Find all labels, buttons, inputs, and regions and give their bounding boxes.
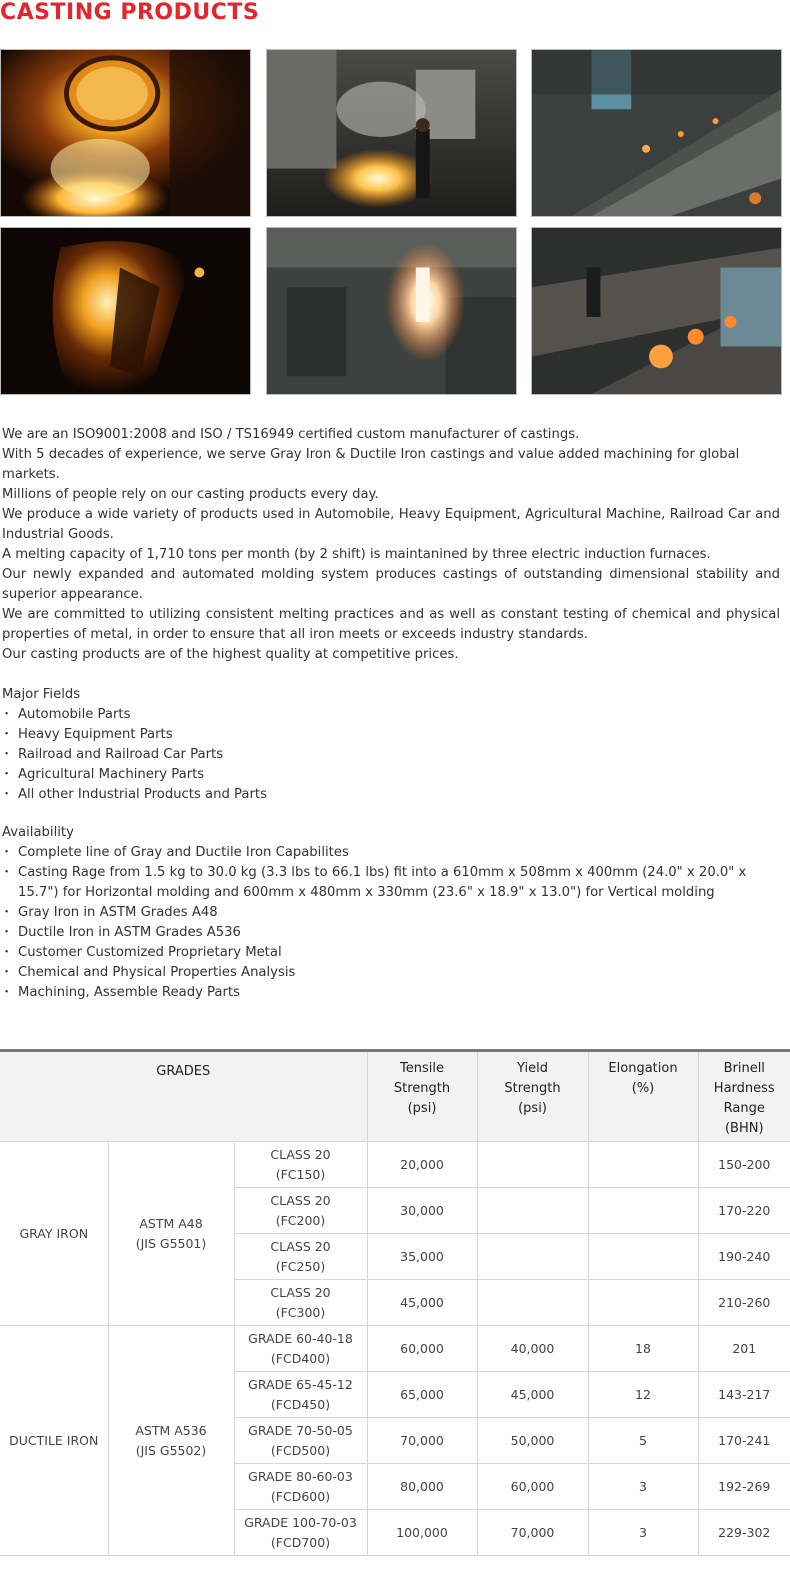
major-field-item: ・ Railroad and Railroad Car Parts [2, 745, 780, 765]
description-paragraph: A melting capacity of 1,710 tons per month (by 2 shift) is maintanined by three electric induction furnaces. [2, 547, 711, 562]
elongation-cell: 5 [588, 1418, 698, 1464]
table-row [0, 1326, 790, 1372]
description-paragraph: We produce a wide variety of products used in Automobile, Heavy Equipment, Agricultural Machine, Railroad Car and Industrial Goods. [2, 507, 780, 542]
major-field-item: ・ All other Industrial Products and Parts [2, 785, 780, 805]
availability-item: ・ Casting Rage from 1.5 kg to 30.0 kg (3.3 lbs to 66.1 lbs) fit into a 610mm x 508mm x 400mm (24.0" x 20.0" x 15.7") for Horizontal molding and 600mm x 480mm x 330mm (23.6" x 18.9" x 13.0") for Vertical molding [2, 863, 780, 903]
brinell-cell: 150-200 [698, 1142, 790, 1188]
grade-cell: GRADE 60-40-18 (FCD400) [234, 1326, 367, 1372]
availability-item: ・ Chemical and Physical Properties Analysis [2, 963, 780, 983]
elongation-cell: 12 [588, 1372, 698, 1418]
grade-cell: GRADE 65-45-12 (FCD450) [234, 1372, 367, 1418]
foundry-pouring-photo [266, 49, 517, 217]
brinell-cell: 170-241 [698, 1418, 790, 1464]
table-row [0, 1142, 790, 1188]
ladle-pour-photo [0, 227, 251, 395]
yield-cell: 50,000 [477, 1418, 588, 1464]
major-fields-heading: Major Fields [2, 687, 81, 702]
yield-cell [477, 1234, 588, 1280]
intro-line: Millions of people rely on our casting products every day. [2, 487, 379, 502]
page-title: CASTING PRODUCTS [0, 0, 260, 25]
major-field-item: ・ Agricultural Machinery Parts [2, 765, 780, 785]
grade-cell: CLASS 20 (FC200) [234, 1188, 367, 1234]
material-cell: DUCTILE IRON [0, 1326, 108, 1556]
standard-cell: ASTM A536 (JIS G5502) [108, 1326, 234, 1556]
intro-text [2, 425, 780, 505]
grade-cell: CLASS 20 (FC150) [234, 1142, 367, 1188]
yield-cell [477, 1280, 588, 1326]
tensile-cell: 20,000 [367, 1142, 477, 1188]
tensile-cell: 80,000 [367, 1464, 477, 1510]
brinell-cell: 229-302 [698, 1510, 790, 1556]
tensile-cell: 70,000 [367, 1418, 477, 1464]
yield-header: Yield Strength (psi) [477, 1051, 588, 1142]
elongation-cell: 3 [588, 1464, 698, 1510]
availability-item: ・ Customer Customized Proprietary Metal [2, 943, 780, 963]
elongation-cell [588, 1280, 698, 1326]
brinell-cell: 192-269 [698, 1464, 790, 1510]
furnace-worker-photo [266, 227, 517, 395]
elongation-cell [588, 1234, 698, 1280]
tensile-cell: 60,000 [367, 1326, 477, 1372]
tensile-cell: 100,000 [367, 1510, 477, 1556]
molding-line-photo [531, 49, 782, 217]
photo-gallery [0, 49, 790, 399]
description-text [2, 505, 780, 665]
tensile-header: Tensile Strength (psi) [367, 1051, 477, 1142]
yield-cell: 70,000 [477, 1510, 588, 1556]
major-fields-section [2, 685, 780, 805]
major-field-item: ・ Automobile Parts [2, 705, 780, 725]
description-paragraph: Our casting products are of the highest quality at competitive prices. [2, 647, 459, 662]
yield-cell [477, 1142, 588, 1188]
elongation-cell: 3 [588, 1510, 698, 1556]
brinell-cell: 143-217 [698, 1372, 790, 1418]
standard-cell: ASTM A48 (JIS G5501) [108, 1142, 234, 1326]
brinell-cell: 170-220 [698, 1188, 790, 1234]
availability-heading: Availability [2, 825, 74, 840]
foundry-furnace-photo [0, 49, 251, 217]
tensile-cell: 65,000 [367, 1372, 477, 1418]
tensile-cell: 35,000 [367, 1234, 477, 1280]
availability-item: ・ Gray Iron in ASTM Grades A48 [2, 903, 780, 923]
grade-cell: GRADE 80-60-03 (FCD600) [234, 1464, 367, 1510]
material-cell: GRAY IRON [0, 1142, 108, 1326]
grades-header: GRADES [0, 1051, 367, 1142]
brinell-cell: 210-260 [698, 1280, 790, 1326]
grade-cell: CLASS 20 (FC250) [234, 1234, 367, 1280]
elongation-header: Elongation (%) [588, 1051, 698, 1142]
intro-line: We are an ISO9001:2008 and ISO / TS16949 certified custom manufacturer of castings. [2, 427, 580, 442]
elongation-cell [588, 1142, 698, 1188]
availability-item: ・ Machining, Assemble Ready Parts [2, 983, 780, 1003]
grade-cell: GRADE 100-70-03 (FCD700) [234, 1510, 367, 1556]
brinell-header: Brinell Hardness Range (BHN) [698, 1051, 790, 1142]
major-field-item: ・ Heavy Equipment Parts [2, 725, 780, 745]
table-header-row [0, 1051, 790, 1142]
elongation-cell [588, 1188, 698, 1234]
brinell-cell: 190-240 [698, 1234, 790, 1280]
yield-cell: 60,000 [477, 1464, 588, 1510]
description-paragraph: We are committed to utilizing consistent melting practices and as well as constant testing of chemical and physical properties of metal, in order to ensure that all iron meets or exceeds industry standards. [2, 607, 780, 642]
grades-table [0, 1049, 790, 1556]
mold-conveyor-photo [531, 227, 782, 395]
yield-cell: 45,000 [477, 1372, 588, 1418]
description-paragraph: Our newly expanded and automated molding system produces castings of outstanding dimensional stability and superior appearance. [2, 567, 780, 602]
availability-section [2, 823, 780, 1003]
availability-item: ・ Ductile Iron in ASTM Grades A536 [2, 923, 780, 943]
intro-line: With 5 decades of experience, we serve Gray Iron & Ductile Iron castings and value added machining for global markets. [2, 447, 740, 482]
grade-cell: CLASS 20 (FC300) [234, 1280, 367, 1326]
brinell-cell: 201 [698, 1326, 790, 1372]
tensile-cell: 30,000 [367, 1188, 477, 1234]
elongation-cell: 18 [588, 1326, 698, 1372]
availability-item: ・ Complete line of Gray and Ductile Iron Capabilites [2, 843, 780, 863]
yield-cell [477, 1188, 588, 1234]
grade-cell: GRADE 70-50-05 (FCD500) [234, 1418, 367, 1464]
yield-cell: 40,000 [477, 1326, 588, 1372]
tensile-cell: 45,000 [367, 1280, 477, 1326]
